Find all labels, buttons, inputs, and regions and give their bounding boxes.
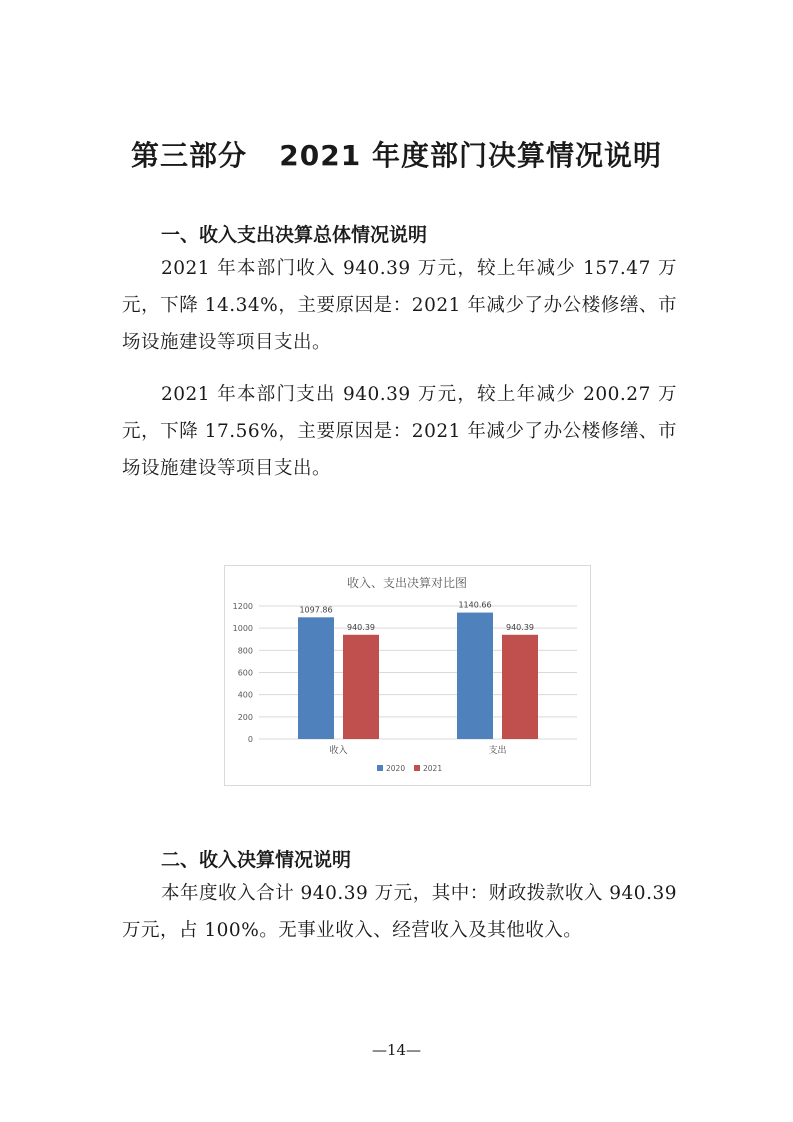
chart-legend [377, 764, 442, 773]
data-label: 1140.66 [458, 600, 492, 610]
data-label: 1097.86 [299, 605, 333, 615]
section-heading-income: 二、收入决算情况说明 [161, 849, 352, 871]
legend-swatch-2021 [414, 765, 420, 771]
paragraph-expense-overview: 2021 年本部门支出 940.39 万元，较上年减少 200.27 万元，下降 17.56%，主要原因是：2021 年减少了办公楼修缮、市场设施建设等项目支出。 [122, 384, 677, 479]
y-tick-label: 0 [247, 735, 253, 744]
y-tick-label: 400 [237, 690, 253, 700]
y-tick-label: 1000 [232, 624, 253, 634]
page-number: —14— [371, 1041, 422, 1059]
bar-2020-1 [457, 613, 493, 739]
income-expense-chart [224, 565, 591, 786]
section-heading-overview: 一、收入支出决算总体情况说明 [161, 224, 428, 246]
page-title: 第三部分 2021 年度部门决算情况说明 [131, 139, 662, 172]
chart-canvas [225, 566, 590, 785]
legend-label: 2021 [423, 764, 443, 773]
bar-2021-1 [502, 635, 538, 739]
y-tick-label: 600 [237, 668, 253, 678]
x-tick-label: 收入 [329, 746, 348, 756]
paragraph-income-overview: 2021 年本部门收入 940.39 万元，较上年减少 157.47 万元，下降 14.34%，主要原因是：2021 年减少了办公楼修缮、市场设施建设等项目支出。 [122, 258, 677, 353]
x-tick-label: 支出 [488, 746, 507, 756]
legend-swatch-2020 [377, 765, 383, 771]
bar-2021-0 [343, 635, 379, 739]
y-tick-label: 200 [237, 712, 253, 722]
legend-label: 2020 [386, 764, 406, 773]
y-tick-label: 1200 [232, 602, 253, 611]
chart-title: 收入、支出决算对比图 [346, 576, 468, 590]
chart-x-axis [329, 744, 506, 756]
data-label: 940.39 [347, 622, 375, 632]
chart-bars [298, 601, 538, 739]
data-label: 940.39 [506, 622, 534, 632]
bar-2020-0 [298, 617, 334, 739]
paragraph-income-detail: 本年度收入合计 940.39 万元，其中：财政拨款收入 940.39 万元，占 100%。无事业收入、经营收入及其他收入。 [122, 883, 677, 941]
chart-y-axis [233, 602, 253, 744]
y-tick-label: 800 [237, 646, 253, 656]
